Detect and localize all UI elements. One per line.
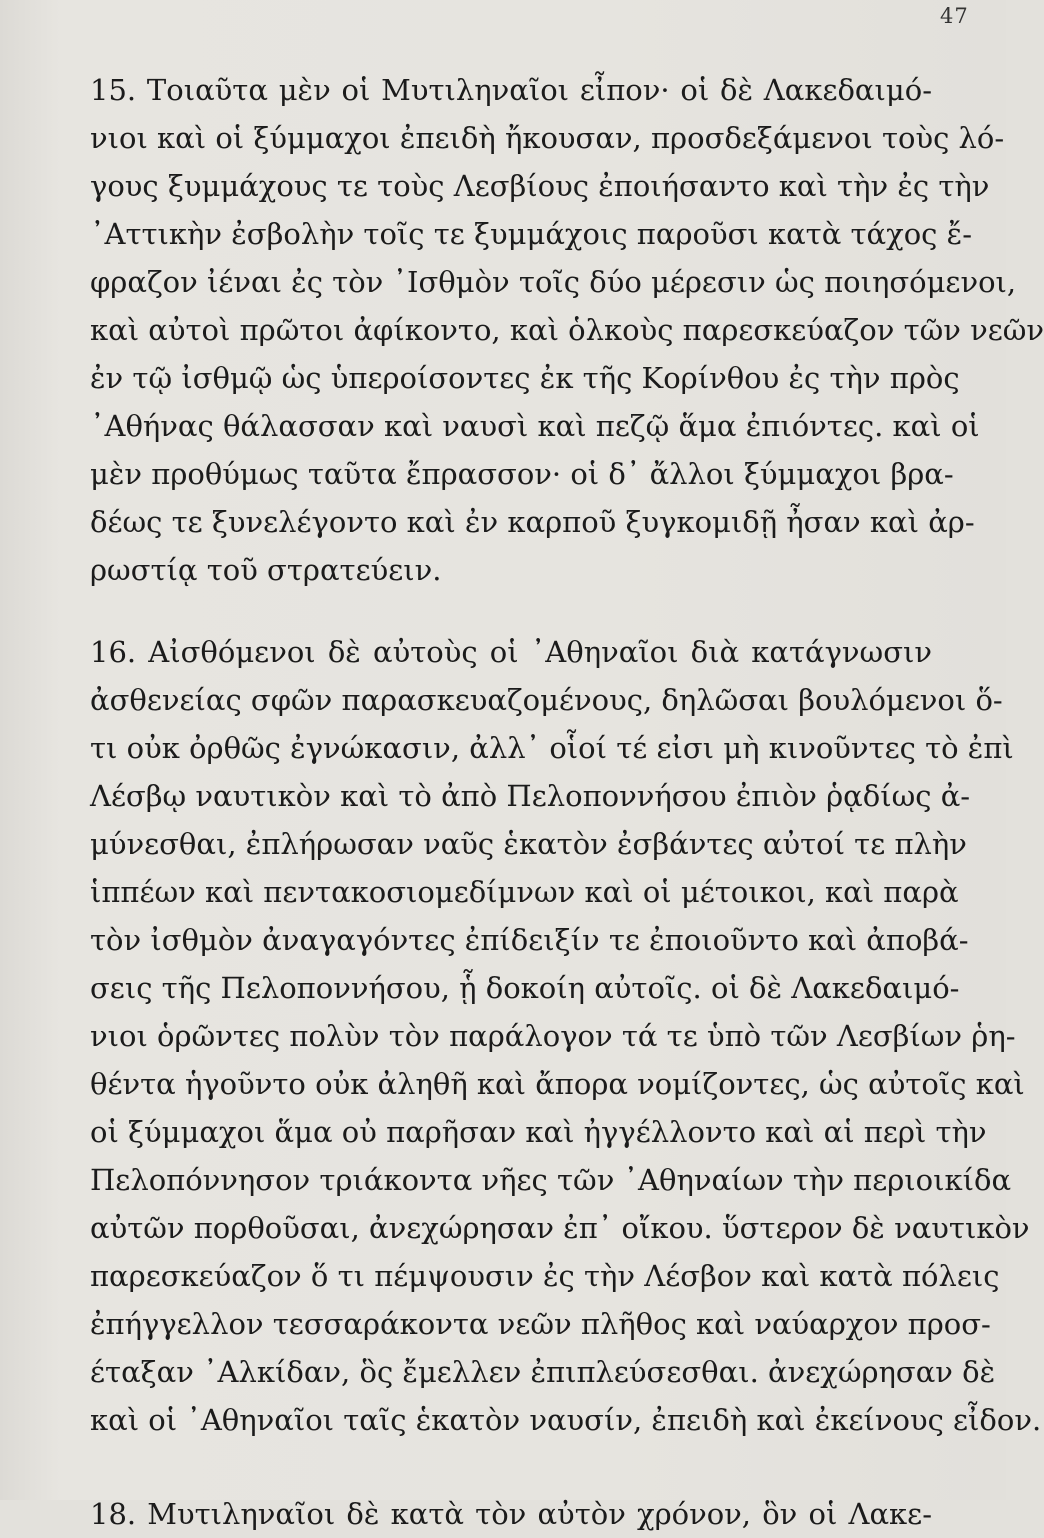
text-line: 16. Αἰσθόμενοι δὲ αὐτοὺς οἱ ᾿Αθηναῖοι διὰ κατάγνωσιν: [90, 635, 932, 669]
text-block: [90, 66, 1044, 1538]
text-line: φραζον ἰέναι ἐς τὸν ᾿Ισθμὸν τοῖς δύο μέρεσιν ὡς ποιησόμενοι,: [90, 265, 1017, 299]
text-line: ἀσθενείας σφῶν παρασκευαζομένους, δηλῶσαι βουλόμενοι ὅ-: [90, 683, 1003, 717]
text-line: ἐν τῷ ἰσθμῷ ὡς ὑπεροίσοντες ἐκ τῆς Κορίνθου ἐς τὴν πρὸς: [90, 361, 960, 395]
text-line: τὸν ἰσθμὸν ἀναγαγόντες ἐπίδειξίν τε ἐποιοῦντο καὶ ἀποβά-: [90, 923, 969, 957]
paragraph-spacer: [90, 1444, 932, 1490]
text-line: αὐτῶν πορθοῦσαι, ἀνεχώρησαν ἐπ᾿ οἴκου. ὕστερον δὲ ναυτικὸν: [90, 1211, 1030, 1245]
text-line: μύνεσθαι, ἐπλήρωσαν ναῦς ἑκατὸν ἐσβάντες αὐτοί τε πλὴν: [90, 827, 967, 861]
text-line: οἱ ξύμμαχοι ἅμα οὐ παρῆσαν καὶ ἠγγέλλοντο καὶ αἱ περὶ τὴν: [90, 1115, 987, 1149]
text-line: ρωστίᾳ τοῦ στρατεύειν.: [90, 553, 442, 587]
text-line: ἱππέων καὶ πεντακοσιομεδίμνων καὶ οἱ μέτοικοι, καὶ παρὰ: [90, 875, 959, 909]
text-line: καὶ οἱ ᾿Αθηναῖοι ταῖς ἑκατὸν ναυσίν, ἐπειδὴ καὶ ἐκείνους εἶδον.: [90, 1403, 1042, 1437]
text-line: δέως τε ξυνελέγοντο καὶ ἐν καρποῦ ξυγκομιδῇ ἦσαν καὶ ἀρ-: [90, 505, 975, 539]
text-line: ἐπήγγελλον τεσσαράκοντα νεῶν πλῆθος καὶ ναύαρχον προσ-: [90, 1307, 991, 1341]
text-line: παρεσκεύαζον ὅ τι πέμψουσιν ἐς τὴν Λέσβον καὶ κατὰ πόλεις: [90, 1259, 1000, 1293]
paragraph-18: [90, 1490, 932, 1538]
page-number: 47: [940, 4, 969, 28]
paragraph-16: [90, 628, 1042, 1444]
text-line: ᾿Αθήνας θάλασσαν καὶ ναυσὶ καὶ πεζῷ ἅμα ἐπιόντες. καὶ οἱ: [90, 409, 980, 443]
text-line: Λέσβῳ ναυτικὸν καὶ τὸ ἀπὸ Πελοποννήσου ἐπιὸν ῥᾳδίως ἀ-: [90, 779, 971, 813]
text-line: έταξαν ᾿Αλκίδαν, ὃς ἔμελλεν ἐπιπλεύσεσθαι. ἀνεχώρησαν δὲ: [90, 1355, 996, 1389]
text-line: γους ξυμμάχους τε τοὺς Λεσβίους ἐποιήσαντο καὶ τὴν ἐς τὴν: [90, 169, 990, 203]
text-line: καὶ αὐτοὶ πρῶτοι ἀφίκοντο, καὶ ὁλκοὺς παρεσκεύαζον τῶν νεῶν: [90, 313, 1044, 347]
text-line: θέντα ἡγοῦντο οὐκ ἀληθῆ καὶ ἄπορα νομίζοντες, ὡς αὐτοῖς καὶ: [90, 1067, 1025, 1101]
text-line: νιοι καὶ οἱ ξύμμαχοι ἐπειδὴ ἤκουσαν, προσδεξάμενοι τοὺς λό-: [90, 121, 1005, 155]
paragraph-spacer: [90, 594, 932, 628]
paragraph-15: [90, 66, 1044, 594]
text-line: 18. Μυτιληναῖοι δὲ κατὰ τὸν αὐτὸν χρόνον, ὃν οἱ Λακε-: [90, 1497, 932, 1531]
text-line: μὲν προθύμως ταῦτα ἔπρασσον· οἱ δ᾿ ἄλλοι ξύμμαχοι βρα-: [90, 457, 954, 491]
text-line: νιοι ὁρῶντες πολὺν τὸν παράλογον τά τε ὑπὸ τῶν Λεσβίων ῥη-: [90, 1019, 1016, 1053]
text-line: τι οὐκ ὀρθῶς ἐγνώκασιν, ἀλλ᾿ οἷοί τέ εἰσι μὴ κινοῦντες τὸ ἐπὶ: [90, 731, 1014, 765]
text-line: 15. Τοιαῦτα μὲν οἱ Μυτιληναῖοι εἶπον· οἱ δὲ Λακεδαιμό-: [90, 73, 932, 107]
text-line: Πελοπόννησον τριάκοντα νῆες τῶν ᾿Αθηναίων τὴν περιοικίδα: [90, 1163, 1012, 1197]
text-line: ᾿Αττικὴν ἐσβολὴν τοῖς τε ξυμμάχοις παροῦσι κατὰ τάχος ἔ-: [90, 217, 972, 251]
text-line: σεις τῆς Πελοποννήσου, ᾗ δοκοίη αὐτοῖς. οἱ δὲ Λακεδαιμό-: [90, 971, 960, 1005]
